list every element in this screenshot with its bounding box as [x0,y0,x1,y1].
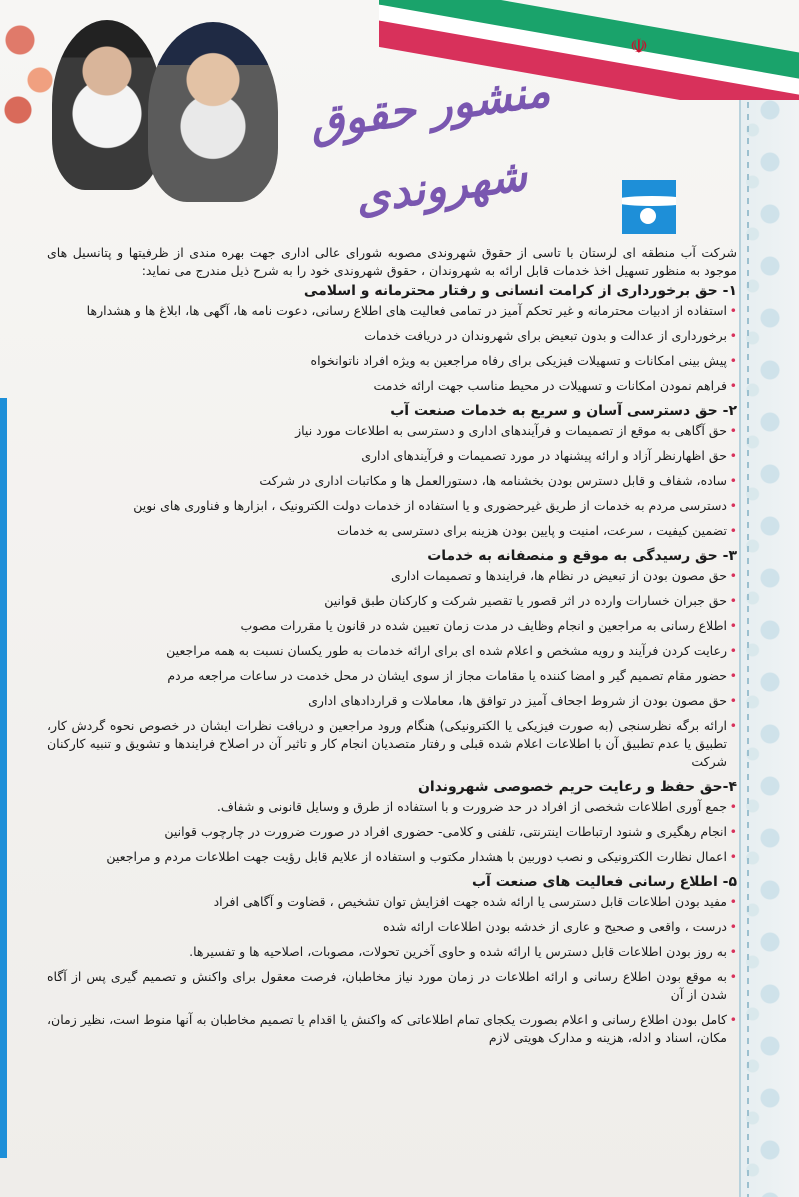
list-item: • انجام رهگیری و شنود ارتباطات اینترنتی، تلفنی و کلامی- حضوری افراد در صورت ضرورت در چارچوب قوانین [47,823,737,841]
list-item: • ساده، شفاف و قابل دسترس بودن بخشنامه ها، دستورالعمل ها و مکاتبات اداری در شرکت [47,472,737,490]
list-item: • جمع آوری اطلاعات شخصی از افراد در حد ضرورت و با استفاده از طرق و وسایل قانونی و شفاف. [47,798,737,816]
list-item: • استفاده از ادبیات محترمانه و غیر تحکم آمیز در تمامی فعالیت های اطلاع رسانی، دعوت نامه ها، آگهی ها، ابلاغ ها و هشدارها [47,302,737,320]
portrait-right [148,22,278,202]
list-item: • ارائه برگه نظرسنجی (به صورت فیزیکی یا الکترونیکی) هنگام ورود مراجعین و دریافت نظرات ایشان در خصوص نحوه گردش کار، تطبیق یا عدم تطبیق آن با اطلاعات اعلام شده قبلی و رفتار متصدیان انجام کار و تاثیر آن در اصلاح فرایندها و تشویق و تنبیه کارکنان شرکت [47,717,737,771]
page-title: منشور حقوق شهروندی [306,65,554,224]
list-item: • تضمین کیفیت ، سرعت، امنیت و پایین بودن هزینه برای دسترسی به خدمات [47,522,737,540]
section-heading: ۳- حق رسیدگی به موقع و منصفانه به خدمات [427,548,737,564]
list-item: • پیش بینی امکانات و تسهیلات فیزیکی برای رفاه مراجعین به ویژه افراد ناتوانخواه [47,352,737,370]
portrait-left [52,20,162,190]
intro-paragraph: شرکت آب منطقه ای لرستان با تاسی از حقوق شهروندی مصوبه شورای عالی اداری جهت بهره مندی از ظرفیتها و پتانسیل های موجود به منظور تسهیل اخذ خدمات قابل ارائه به شهروندان ، حقوق شهروندی خود را به شرح ذیل مندرج می نماید: [47,245,737,278]
list-item: • حق جبران خسارات وارده در اثر قصور یا تقصیر شرکت و کارکنان طبق قوانین [47,592,737,610]
list-item: • به موقع بودن اطلاع رسانی و ارائه اطلاعات در زمان مورد نیاز مخاطبان، فرصت معقول برای واکنش و تصمیم گیری پس از آگاه شدن از آن [47,968,737,1004]
section-heading: ۴-حق حفظ و رعایت حریم خصوصی شهروندان [417,779,737,795]
list-item: • اطلاع رسانی به مراجعین و انجام وظایف در مدت زمان تعیین شده در قانون یا مقررات مصوب [47,617,737,635]
section-heading: ۲- حق دسترسی آسان و سریع به خدمات صنعت آب [390,403,737,419]
list-item: • حق مصون بودن از شروط اجحاف آمیز در توافق ها، معاملات و قراردادهای اداری [47,692,737,710]
list-item: • به روز بودن اطلاعات قابل دسترس یا ارائه شده و حاوی آخرین تحولات، مصوبات، اصلاحیه ها و تفسیرها. [47,943,737,961]
list-item: • رعایت کردن فرآیند و رویه مشخص و اعلام شده ای برای ارائه خدمات به طور یکسان نسبت به همه مراجعین [47,642,737,660]
list-item: • فراهم نمودن امکانات و تسهیلات در محیط مناسب جهت ارائه خدمت [47,377,737,395]
section-3 [47,547,737,771]
list-item: • دسترسی مردم به خدمات از طریق غیرحضوری و یا استفاده از خدمات دولت الکترونیک ، ابزارها و فناوری های نوین [47,497,737,515]
list-item: • حق اظهارنظر آزاد و ارائه پیشنهاد در مورد تصمیمات و فرآیندهای اداری [47,447,737,465]
list-item: • حضور مقام تصمیم گیر و امضا کننده یا مقامات مجاز از سوی ایشان در محل خدمت در ساعات مراجعه مردم [47,667,737,685]
section-4 [47,778,737,866]
section-heading: ۵- اطلاع رسانی فعالیت های صنعت آب [471,874,737,890]
section-heading: ۱- حق برخورداری از کرامت انسانی و رفتار محترمانه و اسلامی [303,283,737,299]
flowers-decoration [0,10,60,140]
decorative-border [739,90,799,1197]
blue-edge-bar [0,398,7,1158]
list-item: • کامل بودن اطلاع رسانی و اعلام بصورت یکجای تمام اطلاعاتی که واکنش یا اقدام یا تصمیم مخاطبان به آنها منوط است، نظیر زمان، مکان، اسناد و ادله، هزینه و مدارک هویتی لازم [47,1011,737,1047]
iran-emblem-icon: ☫ [630,34,648,58]
list-item: • اعمال نظارت الکترونیکی و نصب دوربین با هشدار مکتوب و استفاده از علایم قابل رؤیت جهت اطلاعات مردم و مراجعین [47,848,737,866]
charter-text [47,244,737,1054]
list-item: • حق مصون بودن از تبعیض در نظام ها، فرایندها و تصمیمات اداری [47,567,737,585]
list-item: • درست ، واقعی و صحیح و عاری از خدشه بودن اطلاعات ارائه شده [47,918,737,936]
list-item: • برخورداری از عدالت و بدون تبعیض برای شهروندان در دریافت خدمات [47,327,737,345]
list-item: • مفید بودن اطلاعات قابل دسترسی یا ارائه شده جهت افزایش توان تشخیص ، قضاوت و آگاهی افراد [47,893,737,911]
water-company-logo-icon [622,180,676,234]
list-item: • حق آگاهی به موقع از تصمیمات و فرآیندهای اداری و دسترسی به اطلاعات مورد نیاز [47,422,737,440]
section-2 [47,402,737,540]
section-5 [47,873,737,1047]
section-1 [47,282,737,395]
